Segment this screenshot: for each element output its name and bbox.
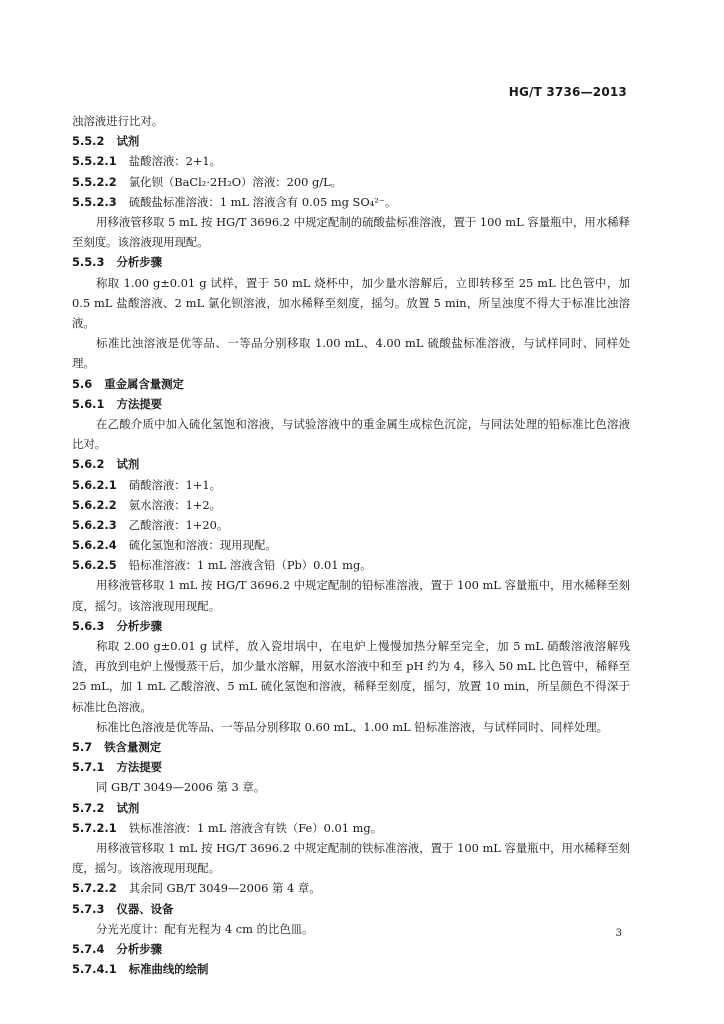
- numbered-item: [72, 172, 630, 192]
- standard-code-header: HG/T 3736—2013: [508, 85, 627, 99]
- numbered-item: [72, 535, 630, 555]
- item-text: 氯化钡（BaCl₂·2H₂O）溶液：200 g/L。: [128, 174, 343, 189]
- section-heading: [72, 939, 630, 959]
- section-number: 5.7.1: [72, 760, 105, 775]
- item-number: 5.5.2.2: [72, 174, 117, 189]
- paragraph: 用移液管移取 5 mL 按 HG/T 3696.2 中规定配制的硫酸盐标准溶液，置于 100 mL 容量瓶中，用水稀释至刻度。该溶液现用现配。: [72, 214, 630, 250]
- section-title: 分析步骤: [116, 942, 163, 957]
- item-number: 5.5.2.1: [72, 154, 117, 169]
- page-number: 3: [615, 928, 622, 939]
- section-heading: [72, 131, 630, 151]
- paragraph: 用移液管移取 1 mL 按 HG/T 3696.2 中规定配制的铅标准溶液，置于 100 mL 容量瓶中，用水稀释至刻度，摇匀。该溶液现用现配。: [72, 578, 630, 613]
- numbered-item: [72, 192, 630, 212]
- paragraph: 称取 1.00 g±0.01 g 试样，置于 50 mL 烧杯中，加少量水溶解后，立即转移至 25 mL 比色管中，加 0.5 mL 盐酸溶液、2 mL 氯化钡溶液，加水稀释至刻度，摇匀。放置 5 min，所呈浊度不得大于标准比浊溶液。: [72, 275, 630, 330]
- section-number: 5.7.2: [72, 800, 105, 815]
- paragraph: 用移液管移取 1 mL 按 HG/T 3696.2 中规定配制的铁标准溶液，置于 100 mL 容量瓶中，用水稀释至刻度，摇匀。该溶液现用现配。: [72, 841, 630, 876]
- item-number: 5.6.2.1: [72, 477, 117, 492]
- section-title: 仪器、设备: [116, 901, 174, 916]
- item-number: 5.6.2.2: [72, 497, 117, 512]
- section-number: 5.6: [72, 376, 93, 391]
- item-number: 5.6.2.3: [72, 517, 117, 532]
- item-number: 5.7.2.2: [72, 881, 117, 896]
- numbered-item: [72, 151, 630, 171]
- item-text: 其余同 GB/T 3049—2006 第 4 章。: [128, 881, 321, 896]
- section-title: 试剂: [116, 134, 140, 149]
- continued-text: 浊溶液进行比对。: [72, 114, 164, 128]
- section-heading: [72, 454, 630, 474]
- item-text: 盐酸溶液：2+1。: [128, 154, 222, 169]
- item-number: 5.7.2.1: [72, 820, 117, 835]
- section-title: 分析步骤: [116, 618, 163, 633]
- section-number: 5.6.3: [72, 618, 105, 633]
- section-number: 5.7.3: [72, 901, 105, 916]
- section-title: 试剂: [116, 800, 140, 815]
- section-title: 铁含量测定: [104, 740, 162, 755]
- item-number: 5.5.2.3: [72, 194, 117, 209]
- section-title: 方法提要: [116, 760, 163, 775]
- paragraph: 分光光度计：配有光程为 4 cm 的比色皿。: [96, 921, 314, 936]
- item-text: 铁标准溶液：1 mL 溶液含有铁（Fe）0.01 mg。: [128, 820, 383, 835]
- section-title: 分析步骤: [116, 255, 163, 270]
- item-text: 硫化氢饱和溶液：现用现配。: [128, 538, 277, 553]
- section-heading: [72, 899, 630, 919]
- item-number: 5.6.2.4: [72, 538, 117, 553]
- section-number: 5.5.3: [72, 255, 105, 270]
- paragraph: 标准比浊溶液是优等品、一等品分别移取 1.00 mL、4.00 mL 硫酸盐标准溶液，与试样同时、同样处理。: [72, 336, 630, 371]
- numbered-item: [72, 475, 630, 495]
- numbered-item: [72, 555, 630, 575]
- item-text: 乙酸溶液：1+20。: [128, 517, 229, 532]
- section-heading: [72, 757, 630, 777]
- section-heading: [72, 616, 630, 636]
- section-number: 5.7.4: [72, 942, 105, 957]
- section-title: 重金属含量测定: [104, 376, 184, 391]
- section-number: 5.7.4.1: [72, 962, 117, 977]
- item-text: 硝酸溶液：1+1。: [128, 477, 222, 492]
- section-heading: [72, 374, 630, 394]
- item-text: 硫酸盐标准溶液：1 mL 溶液含有 0.05 mg SO₄²⁻。: [128, 194, 397, 209]
- paragraph: 标准比色溶液是优等品、一等品分别移取 0.60 mL、1.00 mL 铅标准溶液，与试样同时、同样处理。: [96, 719, 609, 734]
- paragraph: 称取 2.00 g±0.01 g 试样，放入瓷坩埚中，在电炉上慢慢加热分解至完全，加 5 mL 硝酸溶液溶解残渣，再放到电炉上慢慢蒸干后，加少量水溶解，用氨水溶液中和至 pH 约为 4，移入 50 mL 比色管中，稀释至 25 mL，加 1 mL 乙酸溶液、5 mL 硫化氢饱和溶液，稀释至刻度，摇匀，放置 10 min，所呈颜色不得深于标准比色溶液。: [72, 639, 630, 714]
- item-text: 氨水溶液：1+2。: [128, 497, 222, 512]
- item-number: 5.6.2.5: [72, 558, 117, 573]
- section-heading: [72, 798, 630, 818]
- section-heading: [72, 252, 630, 272]
- section-heading: [72, 737, 630, 757]
- item-text: 铅标准溶液：1 mL 溶液含铅（Pb）0.01 mg。: [128, 558, 372, 573]
- numbered-item: [72, 818, 630, 838]
- paragraph: 同 GB/T 3049—2006 第 3 章。: [96, 780, 266, 795]
- numbered-item: [72, 515, 630, 535]
- document-body: [72, 111, 630, 979]
- section-title: 试剂: [116, 457, 140, 472]
- section-heading: [72, 394, 630, 414]
- section-heading: [72, 959, 630, 979]
- section-number: 5.7: [72, 740, 93, 755]
- numbered-item: [72, 495, 630, 515]
- paragraph: 在乙酸介质中加入硫化氢饱和溶液，与试验溶液中的重金属生成棕色沉淀，与同法处理的铅标准比色溶液比对。: [72, 416, 630, 452]
- section-title: 方法提要: [116, 396, 163, 411]
- section-number: 5.6.1: [72, 396, 105, 411]
- section-title: 标准曲线的绘制: [128, 962, 209, 977]
- numbered-item: [72, 878, 630, 898]
- section-number: 5.5.2: [72, 134, 105, 149]
- section-number: 5.6.2: [72, 457, 105, 472]
